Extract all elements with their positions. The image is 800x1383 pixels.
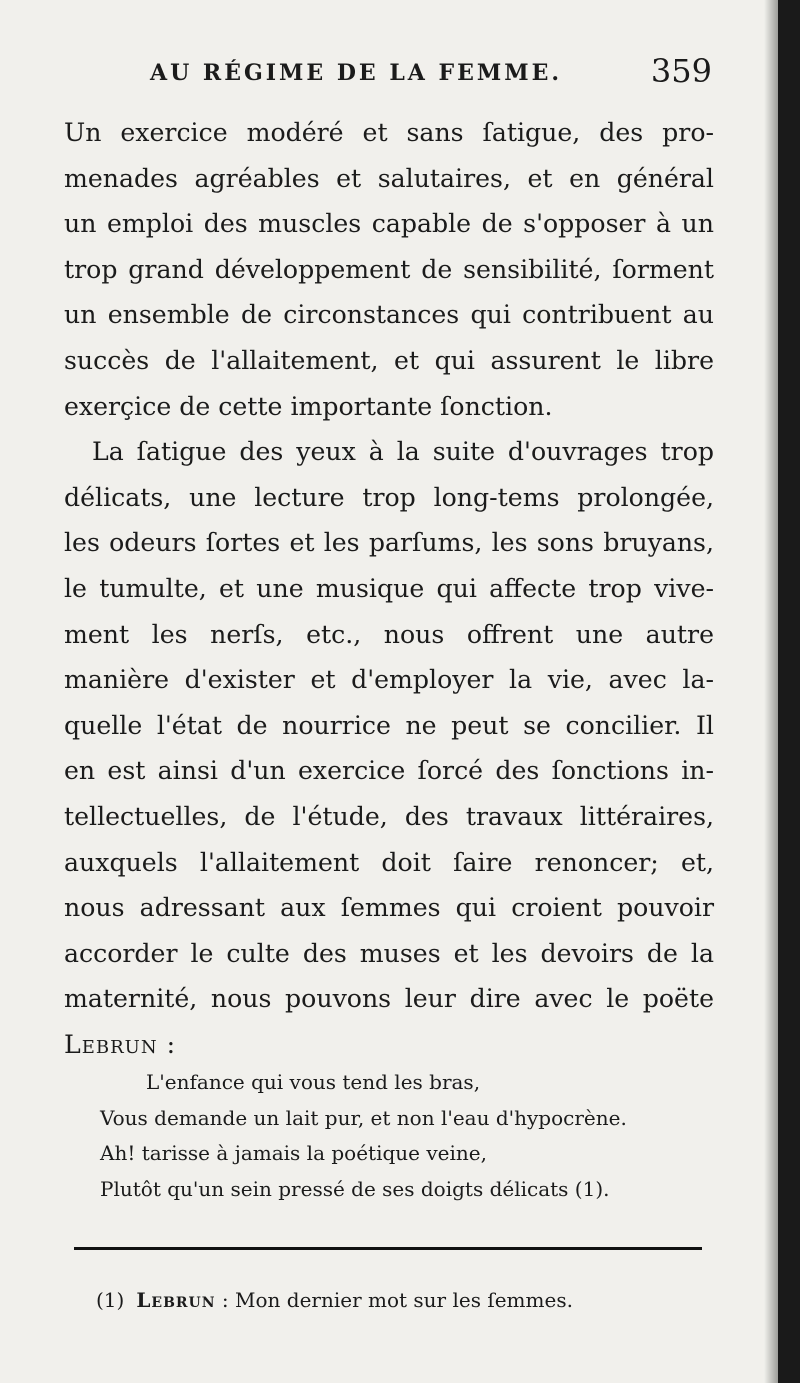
text-line: un ensemble de circonstances qui contribuent au [64,300,714,330]
text-line: le tumulte, et une musique qui affecte trop vive- [64,573,714,603]
page-number: 359 [650,52,712,90]
text-line: exerçice de cette importante ſonction. [64,391,553,421]
text-line: maternité, nous pouvons leur dire avec le poëte [64,984,714,1014]
text-line: tellectuelles, de l'étude, des travaux littéraires, [64,801,714,831]
text-line: délicats, une lecture trop long-tems prolongée, [64,482,714,512]
text-line: Lebrun : [64,1029,177,1059]
footnote-marker: (1) [96,1288,125,1312]
footnote [96,1288,573,1312]
text-line: en est ainsi d'un exercice ſorcé des ſonctions in- [64,756,714,786]
text-line: ment les nerſs, etc., nous offrent une autre [64,619,714,649]
text-line: nous adressant aux ſemmes qui croient pouvoir [64,893,714,923]
verse-quotation [100,1065,710,1207]
footnote-author: Lebrun [136,1288,216,1312]
footnote-rule [74,1247,702,1250]
text-line: manière d'exister et d'employer la vie, avec la- [64,665,714,695]
verse-line: Plutôt qu'un sein pressé de ses doigts délicats (1). [100,1176,610,1201]
running-head [150,52,712,92]
verse-line: Vous demande un lait pur, et non l'eau d'hypocrène. [100,1105,627,1130]
text-line: quelle l'état de nourrice ne peut se concilier. Il [64,710,714,740]
verse-line: L'enfance qui vous tend les bras, [146,1070,481,1094]
text-line: accorder le culte des muses et les devoirs de la [64,938,714,968]
text-line: trop grand développement de sensibilité, ſorment [64,254,714,284]
text-line: les odeurs ſortes et les parſums, les sons bruyans, [64,528,714,558]
text-line: un emploi des muscles capable de s'opposer à un [64,209,714,239]
verse-line: Ah! tarisse à jamais la poétique veine, [100,1141,487,1165]
text-line: menades agréables et salutaires, et en général [64,163,714,193]
text-line: La ſatigue des yeux à la suite d'ouvrages trop [92,437,714,467]
text-line: auxquels l'allaitement doit ſaire renoncer; et, [64,847,714,877]
footnote-text: : Mon dernier mot sur les ſemmes. [221,1288,573,1312]
text-line: succès de l'allaitement, et qui assurent le libre [64,345,714,375]
running-title: AU RÉGIME DE LA FEMME. [150,60,563,86]
main-text [64,110,714,1067]
text-line: Un exercice modéré et sans ſatigue, des pro- [64,118,714,147]
